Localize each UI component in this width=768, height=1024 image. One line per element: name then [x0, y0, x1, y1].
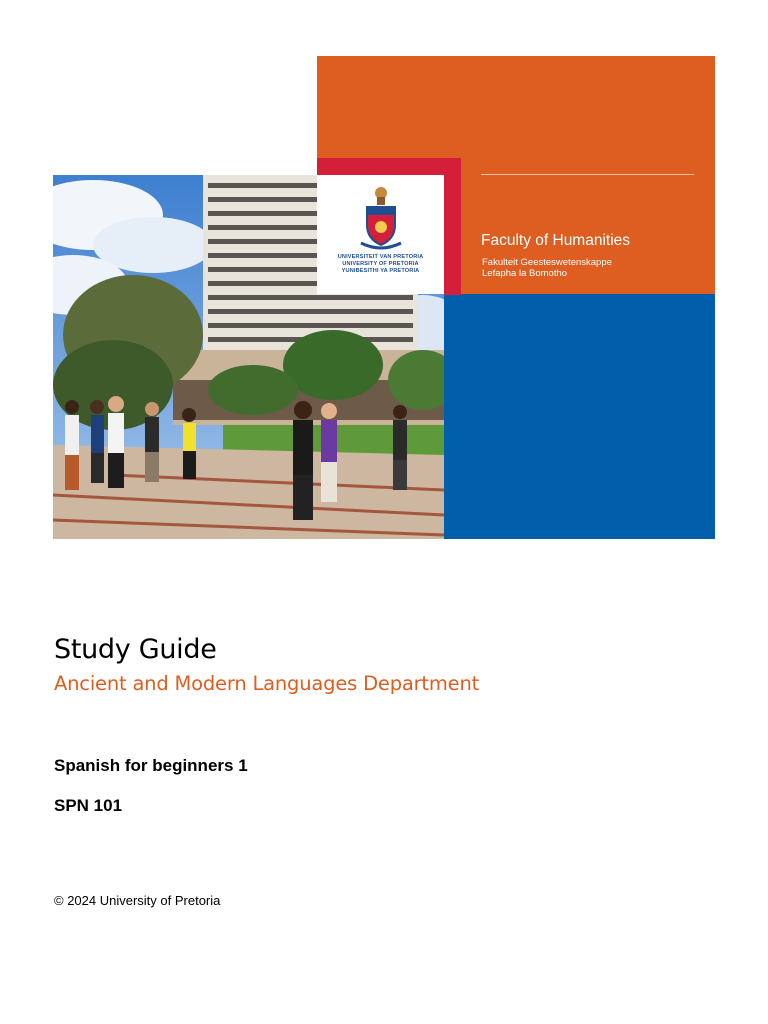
blue-panel	[444, 294, 715, 539]
faculty-sepedi: Lefapha la Bomotho	[482, 268, 568, 279]
university-logo	[317, 175, 444, 294]
university-name-sepedi: YUNIBESITHI YA PRETORIA	[341, 268, 420, 274]
course-code: SPN 101	[54, 796, 123, 815]
copyright-notice: © 2024 University of Pretoria	[54, 893, 221, 908]
crest-icon	[357, 185, 405, 251]
faculty-title: Faculty of Humanities	[481, 232, 631, 249]
document-title: Study Guide	[54, 634, 217, 665]
university-name-english: UNIVERSITY OF PRETORIA	[342, 261, 419, 267]
department-name: Ancient and Modern Languages Department	[54, 672, 480, 695]
faculty-afrikaans: Fakulteit Geesteswetenskappe	[482, 257, 612, 268]
university-name-afrikaans: UNIVERSITEIT VAN PRETORIA	[337, 254, 424, 260]
course-name: Spanish for beginners 1	[54, 756, 248, 775]
faculty-divider	[481, 174, 694, 175]
